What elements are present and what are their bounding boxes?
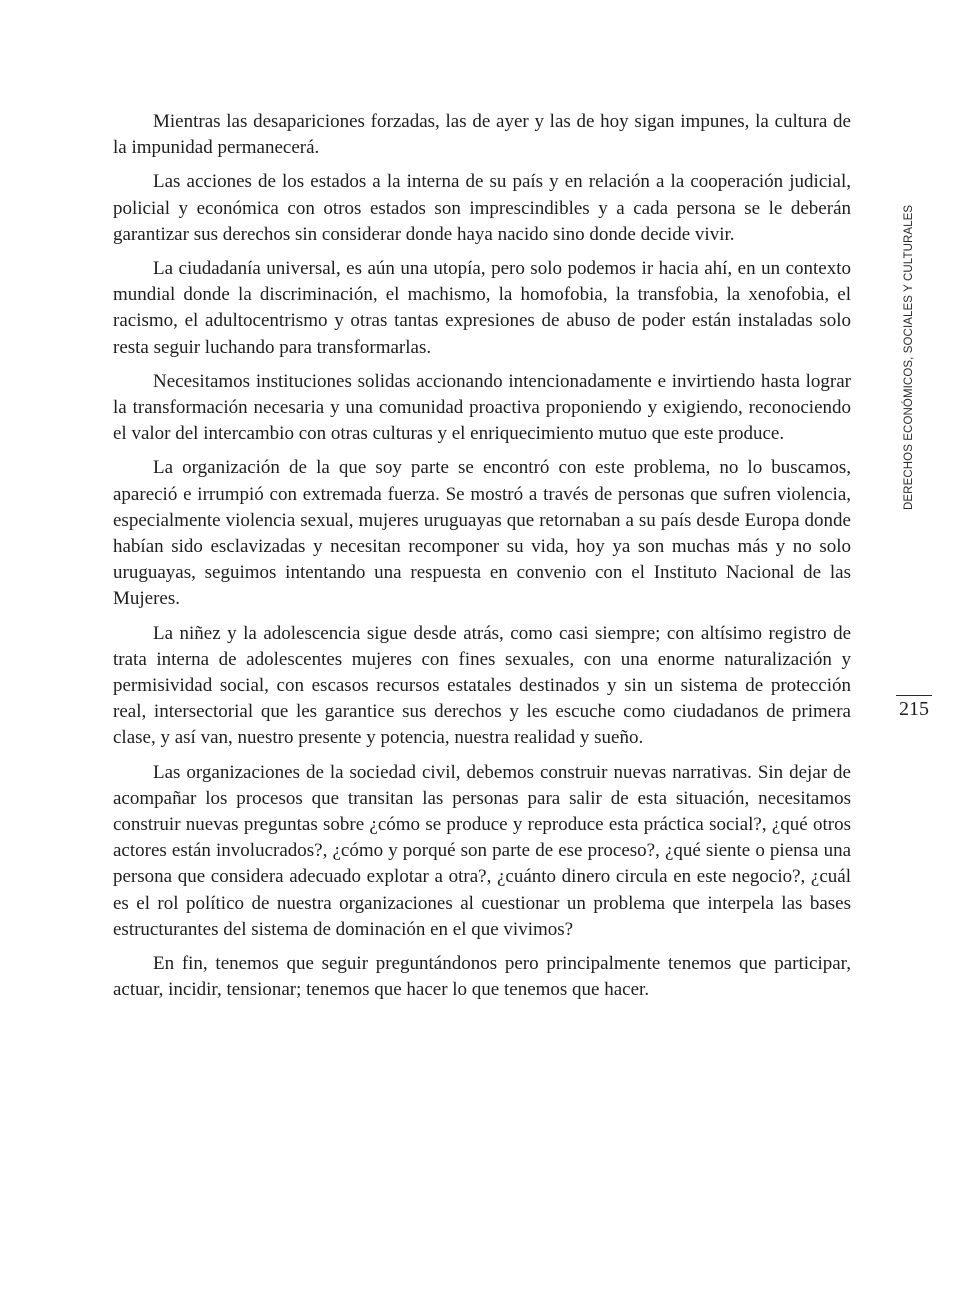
- page-number-rule: [896, 695, 932, 696]
- paragraph-5: La organización de la que soy parte se encontró con este problema, no lo buscamos, apareció e irrumpió con extremada fuerza. Se mostró a través de personas que sufren violencia, especialmente violencia sexual, mujeres uruguayas que retornaban a su país desde Europa donde habían sido esclavizadas y necesitan recomponer su vida, hoy ya son muchas más y no solo uruguayas, seguimos intentando una respuesta en convenio con el Instituto Nacional de las Mujeres.: [113, 457, 851, 610]
- paragraph-7: Las organizaciones de la sociedad civil, debemos construir nuevas narrativas. Sin dejar de acompañar los procesos que transitan las personas para salir de esta situación, necesitamos construir nuevas preguntas sobre ¿cómo se produce y reproduce esta práctica social?, ¿qué otros actores están involucrados?, ¿cómo y porqué son parte de ese proceso?, ¿qué siente o piensa una persona que considera adecuado explotar a otra?, ¿cuánto dinero circula en este negocio?, ¿cuál es el rol político de nuestra organizaciones al cuestionar un problema que interpela las bases estructurantes del sistema de dominación en el que vivimos?: [113, 761, 851, 940]
- paragraph-6: La niñez y la adolescencia sigue desde atrás, como casi siempre; con altísimo registro de trata interna de adolescentes mujeres con fines sexuales, con una enorme naturalización y permisividad social, con escasos recursos estatales destinados y sin un sistema de protección real, intersectorial que les garantice sus derechos y les escuche como ciudadanos de primera clase, y así van, nuestro presente y potencia, nuestra realidad y sueño.: [113, 622, 851, 749]
- running-header: DERECHOS ECONÓMICOS, SOCIALES Y CULTURALES: [903, 204, 915, 510]
- paragraph-1: Mientras las desapariciones forzadas, las de ayer y las de hoy sigan impunes, la cultura de la impunidad permanecerá.: [113, 111, 851, 159]
- page-number: 215: [899, 698, 929, 720]
- paragraph-3: La ciudadanía universal, es aún una utopía, pero solo podemos ir hacia ahí, en un contexto mundial donde la discriminación, el machismo, la homofobia, la transfobia, la xenofobia, el racismo, el adultocentrismo y otras tantas expresiones de abuso de poder están instaladas solo resta seguir luchando para transformarlas.: [113, 258, 851, 358]
- body-text: [113, 109, 851, 1012]
- paragraph-2: Las acciones de los estados a la interna de su país y en relación a la cooperación judicial, policial y económica con otros estados son imprescindibles y a cada persona se le deberán garantizar sus derechos sin considerar donde haya nacido sino donde decide vivir.: [113, 171, 851, 245]
- paragraph-4: Necesitamos instituciones solidas accionando intencionadamente e invirtiendo hasta lograr la transformación necesaria y una comunidad proactiva proponiendo y exigiendo, reconociendo el valor del intercambio con otras culturas y el enriquecimiento mutuo que este produce.: [113, 370, 851, 445]
- paragraph-8: En fin, tenemos que seguir preguntándonos pero principalmente tenemos que participar, actuar, incidir, tensionar; tenemos que hacer lo que tenemos que hacer.: [113, 953, 851, 1001]
